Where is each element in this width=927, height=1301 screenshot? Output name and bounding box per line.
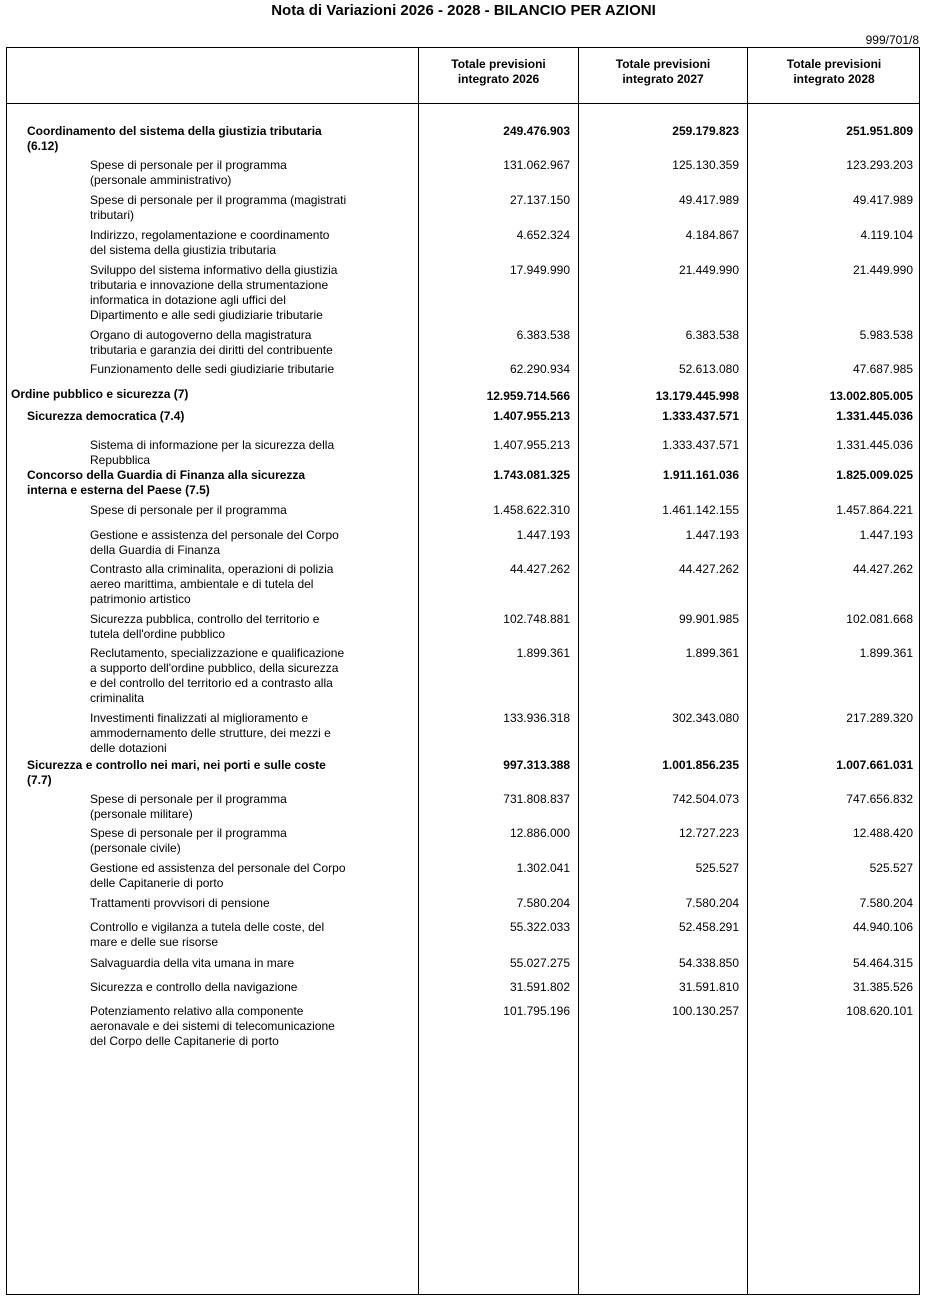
row-label: Reclutamento, specializzazione e qualificazione a supporto dell'ordine pubblico, della sicurezza e del controllo del territorio ed a contrasto alla criminalita — [90, 646, 345, 705]
row-label: Organo di autogoverno della magistratura tributaria e garanzia dei diritti del contribuente — [90, 328, 333, 357]
row-value-2026: 133.936.318 — [503, 711, 570, 725]
row-label: Sicurezza democratica (7.4) — [27, 409, 185, 423]
row-value-2026: 131.062.967 — [503, 158, 570, 172]
row-value-2027: 1.333.437.571 — [662, 409, 739, 423]
row-value-2026: 4.652.324 — [516, 228, 570, 242]
column-header-2026: Totale previsioni integrato 2026 — [451, 57, 546, 86]
document-code: 999/701/8 — [865, 33, 919, 47]
row-value-2028: 1.447.193 — [859, 528, 913, 542]
row-value-2027: 13.179.445.998 — [655, 389, 739, 403]
row-value-2026: 7.580.204 — [516, 896, 570, 910]
row-label: Sistema di informazione per la sicurezza della Repubblica — [90, 438, 335, 467]
row-value-2028: 251.951.809 — [846, 124, 913, 138]
header-divider — [6, 103, 920, 104]
row-label: Sicurezza e controllo della navigazione — [90, 980, 298, 994]
row-label: Sicurezza e controllo nei mari, nei porti e sulle coste (7.7) — [27, 758, 326, 787]
row-label: Spese di personale per il programma (personale civile) — [90, 826, 287, 855]
row-value-2026: 102.748.881 — [503, 612, 570, 626]
row-value-2027: 302.343.080 — [672, 711, 739, 725]
row-label: Investimenti finalizzati al miglioramento e ammodernamento delle strutture, dei mezzi e delle dotazioni — [90, 711, 331, 755]
row-value-2027: 125.130.359 — [672, 158, 739, 172]
row-value-2026: 12.959.714.566 — [486, 389, 570, 403]
row-value-2027: 12.727.223 — [678, 826, 739, 840]
row-value-2027: 52.458.291 — [678, 920, 739, 934]
column-divider — [578, 47, 579, 1295]
row-value-2028: 1.007.661.031 — [836, 758, 913, 772]
row-value-2028: 108.620.101 — [846, 1004, 913, 1018]
row-value-2027: 52.613.080 — [678, 362, 739, 376]
row-value-2026: 1.407.955.213 — [493, 438, 570, 452]
row-value-2026: 1.743.081.325 — [493, 468, 570, 482]
row-value-2027: 742.504.073 — [672, 792, 739, 806]
row-value-2028: 21.449.990 — [852, 263, 913, 277]
row-value-2028: 47.687.985 — [852, 362, 913, 376]
row-label: Gestione ed assistenza del personale del Corpo delle Capitanerie di porto — [90, 861, 346, 890]
row-value-2027: 100.130.257 — [672, 1004, 739, 1018]
row-label: Funzionamento delle sedi giudiziarie tributarie — [90, 362, 335, 376]
row-value-2028: 1.825.009.025 — [836, 468, 913, 482]
column-header-2027: Totale previsioni integrato 2027 — [615, 57, 711, 86]
row-label: Coordinamento del sistema della giustizia tributaria (6.12) — [27, 124, 322, 153]
row-value-2028: 102.081.668 — [846, 612, 913, 626]
row-value-2026: 44.427.262 — [509, 562, 570, 576]
row-value-2028: 1.331.445.036 — [836, 438, 913, 452]
row-value-2027: 31.591.810 — [678, 980, 739, 994]
row-value-2026: 31.591.802 — [509, 980, 570, 994]
row-value-2026: 12.886.000 — [509, 826, 570, 840]
row-label: Spese di personale per il programma (personale amministrativo) — [90, 158, 287, 187]
row-value-2026: 55.322.033 — [509, 920, 570, 934]
row-value-2026: 1.458.622.310 — [493, 503, 570, 517]
row-label: Indirizzo, regolamentazione e coordinamento del sistema della giustizia tributaria — [90, 228, 330, 257]
row-value-2028: 31.385.526 — [852, 980, 913, 994]
row-value-2027: 1.899.361 — [685, 646, 739, 660]
row-value-2027: 1.333.437.571 — [662, 438, 739, 452]
row-value-2026: 62.290.934 — [509, 362, 570, 376]
row-value-2027: 525.527 — [695, 861, 739, 875]
row-value-2026: 997.313.388 — [503, 758, 570, 772]
row-value-2028: 12.488.420 — [852, 826, 913, 840]
row-label: Potenziamento relativo alla componente aeronavale e dei sistemi di telecomunicazione del Corpo delle Capitanerie di porto — [90, 1004, 335, 1048]
row-value-2027: 49.417.989 — [678, 193, 739, 207]
row-value-2028: 4.119.104 — [860, 228, 913, 242]
row-value-2028: 13.002.805.005 — [829, 389, 913, 403]
row-label: Concorso della Guardia di Finanza alla sicurezza interna e esterna del Paese (7.5) — [27, 468, 306, 497]
row-value-2026: 731.808.837 — [503, 792, 570, 806]
row-value-2028: 217.289.320 — [846, 711, 913, 725]
row-value-2028: 5.983.538 — [859, 328, 913, 342]
row-value-2028: 1.899.361 — [859, 646, 913, 660]
row-value-2028: 44.427.262 — [852, 562, 913, 576]
row-value-2027: 7.580.204 — [685, 896, 739, 910]
row-value-2026: 1.407.955.213 — [493, 409, 570, 423]
row-label: Spese di personale per il programma (personale militare) — [90, 792, 287, 821]
row-label: Trattamenti provvisori di pensione — [90, 896, 270, 910]
row-value-2027: 99.901.985 — [678, 612, 739, 626]
column-header-2028: Totale previsioni integrato 2028 — [786, 57, 882, 86]
row-label: Spese di personale per il programma (magistrati tributari) — [90, 193, 347, 222]
row-label: Spese di personale per il programma — [90, 503, 287, 517]
row-value-2026: 27.137.150 — [509, 193, 570, 207]
row-label: Gestione e assistenza del personale del Corpo della Guardia di Finanza — [90, 528, 339, 557]
row-value-2027: 21.449.990 — [678, 263, 739, 277]
row-label: Sicurezza pubblica, controllo del territorio e tutela dell'ordine pubblico — [90, 612, 320, 641]
column-divider — [747, 47, 748, 1295]
row-value-2027: 1.911.161.036 — [662, 468, 739, 482]
row-value-2027: 44.427.262 — [678, 562, 739, 576]
row-value-2028: 49.417.989 — [852, 193, 913, 207]
row-value-2027: 1.461.142.155 — [662, 503, 739, 517]
row-value-2027: 1.001.856.235 — [662, 758, 739, 772]
row-value-2026: 1.302.041 — [516, 861, 570, 875]
row-value-2028: 1.331.445.036 — [836, 409, 913, 423]
row-value-2027: 259.179.823 — [672, 124, 739, 138]
row-value-2028: 44.940.106 — [852, 920, 913, 934]
row-value-2027: 1.447.193 — [685, 528, 739, 542]
row-value-2026: 1.899.361 — [516, 646, 570, 660]
row-value-2027: 6.383.538 — [685, 328, 739, 342]
row-value-2028: 525.527 — [869, 861, 913, 875]
row-label: Sviluppo del sistema informativo della giustizia tributaria e innovazione della strumentazione informatica in dotazione agli uffici del Dipartimento e alle sedi giudiziarie tributarie — [90, 263, 338, 322]
row-value-2028: 54.464.315 — [852, 956, 913, 970]
row-label: Controllo e vigilanza a tutela delle coste, del mare e delle sue risorse — [90, 920, 325, 949]
row-value-2026: 17.949.990 — [509, 263, 570, 277]
row-label: Contrasto alla criminalita, operazioni di polizia aereo marittima, ambientale e di tutela del patrimonio artistico — [90, 562, 334, 606]
row-value-2027: 4.184.867 — [685, 228, 739, 242]
row-value-2028: 123.293.203 — [846, 158, 913, 172]
row-label: Salvaguardia della vita umana in mare — [90, 956, 295, 970]
row-value-2026: 1.447.193 — [516, 528, 570, 542]
row-value-2028: 7.580.204 — [859, 896, 913, 910]
row-value-2026: 249.476.903 — [503, 124, 570, 138]
row-value-2028: 1.457.864.221 — [836, 503, 913, 517]
page-title: Nota di Variazioni 2026 - 2028 - BILANCIO PER AZIONI — [271, 2, 656, 19]
column-divider — [418, 47, 419, 1295]
row-label: Ordine pubblico e sicurezza (7) — [11, 387, 189, 401]
row-value-2027: 54.338.850 — [678, 956, 739, 970]
row-value-2028: 747.656.832 — [846, 792, 913, 806]
row-value-2026: 101.795.196 — [503, 1004, 570, 1018]
row-value-2026: 6.383.538 — [516, 328, 570, 342]
row-value-2026: 55.027.275 — [509, 956, 570, 970]
